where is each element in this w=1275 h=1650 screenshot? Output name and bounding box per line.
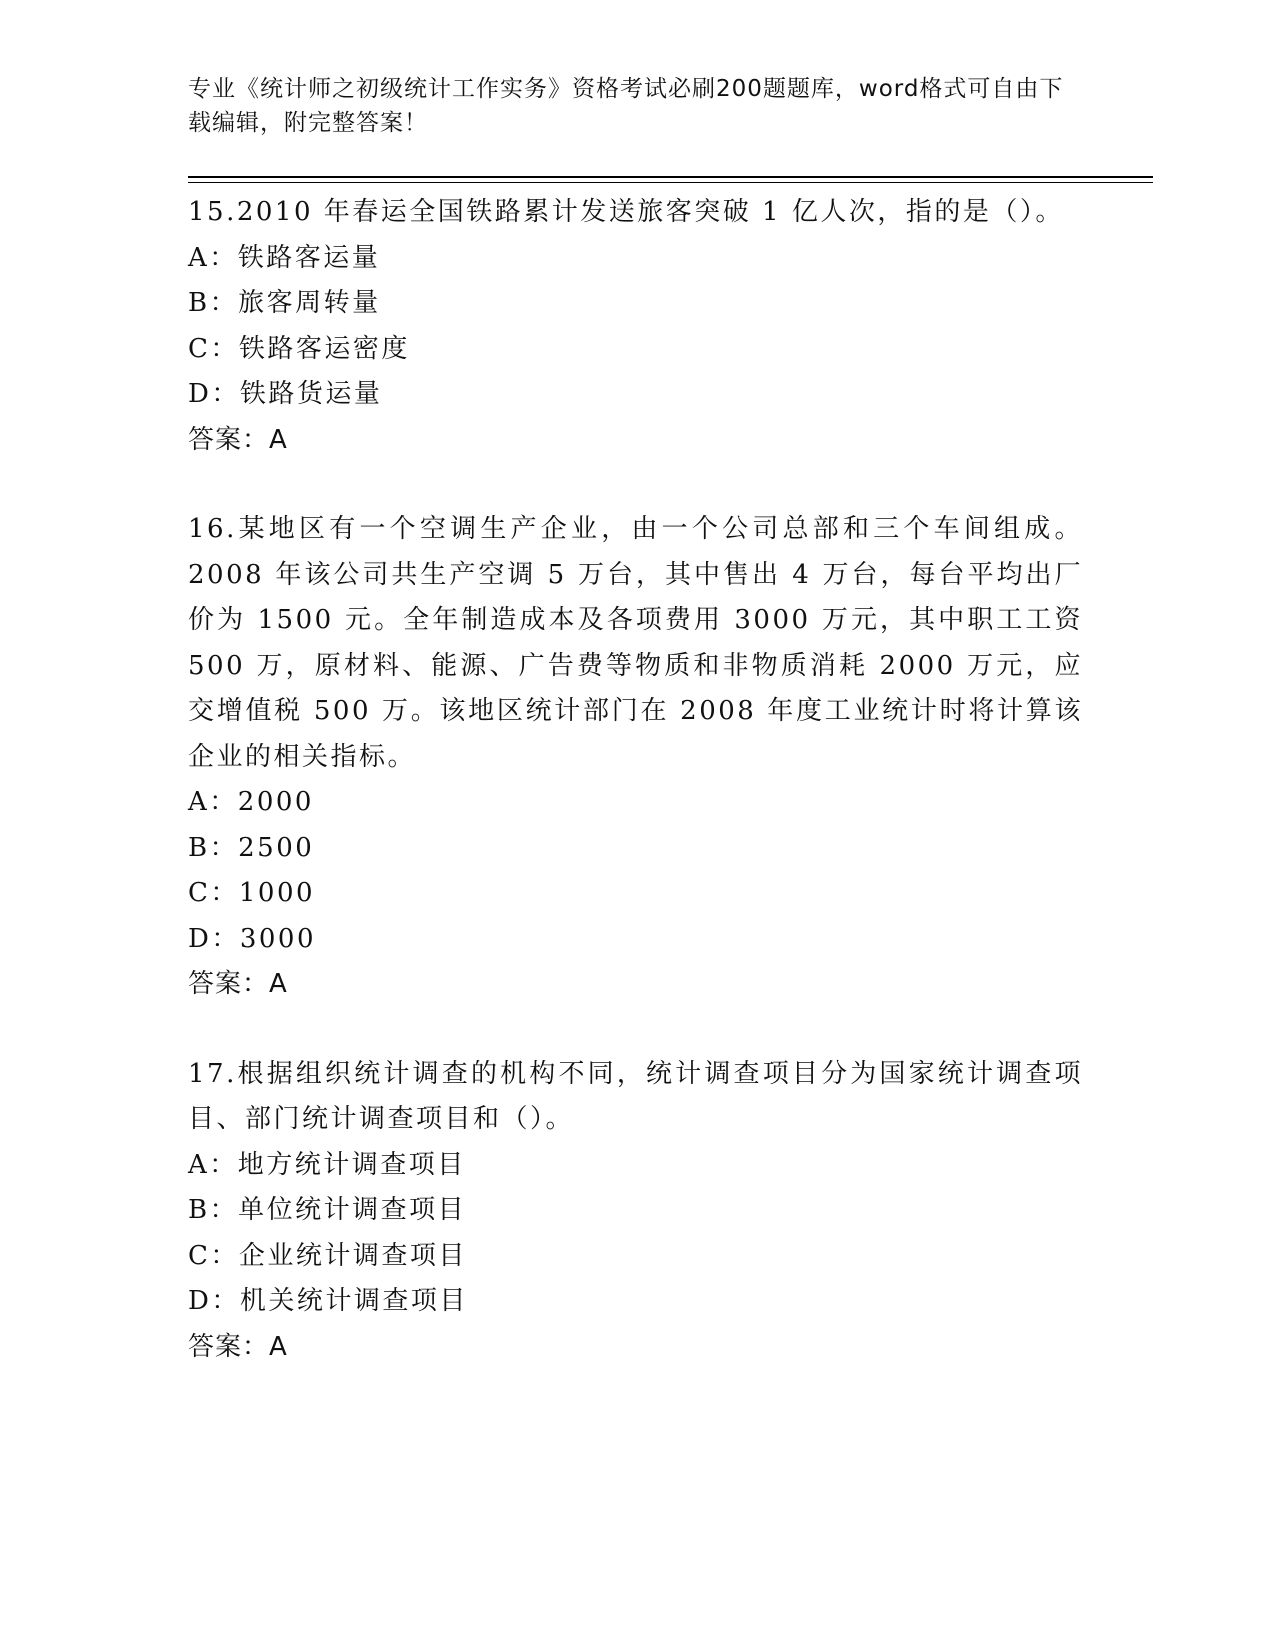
question-17 [188, 1052, 1083, 1371]
option-a: A：地方统计调查项目 [188, 1149, 466, 1180]
answer: 答案：A [188, 1331, 288, 1362]
question-stem: 17.根据组织统计调查的机构不同，统计调查项目分为国家统计调查项目、部门统计调查项目和（）。 [188, 1058, 1083, 1134]
option-a: A：2000 [188, 787, 314, 817]
page-header: 专业《统计师之初级统计工作实务》资格考试必刷200题题库，word格式可自由下载编辑，附完整答案！ [188, 76, 1064, 136]
option-d: D：铁路货运量 [188, 379, 383, 409]
answer: 答案：A [188, 424, 288, 455]
header-rule-top [188, 176, 1153, 178]
header-rule-bottom [188, 182, 1153, 183]
question-16 [188, 507, 1083, 1008]
question-stem: 15.2010 年春运全国铁路累计发送旅客突破 1 亿人次，指的是（）。 [188, 197, 1064, 227]
question-stem: 16.某地区有一个空调生产企业，由一个公司总部和三个车间组成。2008 年该公司共生产空调 5 万台，其中售出 4 万台，每台平均出厂价为 1500 元。全年制造成本及各项费用 3000 万元，其中职工工资 500 万，原材料、能源、广告费等物质和非物质消耗 2000 万元，应交增值税 500 万。该地区统计部门在 2008 年度工业统计时将计算该企业的相关指标。 [188, 514, 1083, 772]
question-list [188, 190, 1083, 1414]
option-b: B：单位统计调查项目 [188, 1195, 467, 1225]
option-d: D：机关统计调查项目 [188, 1286, 468, 1316]
option-c: C：铁路客运密度 [188, 333, 410, 364]
option-a: A：铁路客运量 [188, 242, 381, 273]
option-c: C：1000 [188, 878, 316, 908]
option-d: D：3000 [188, 923, 317, 954]
option-b: B：旅客周转量 [188, 288, 381, 318]
option-c: C：企业统计调查项目 [188, 1240, 467, 1271]
option-b: B：2500 [188, 832, 315, 863]
question-15 [188, 190, 1083, 463]
answer: 答案：A [188, 969, 288, 999]
